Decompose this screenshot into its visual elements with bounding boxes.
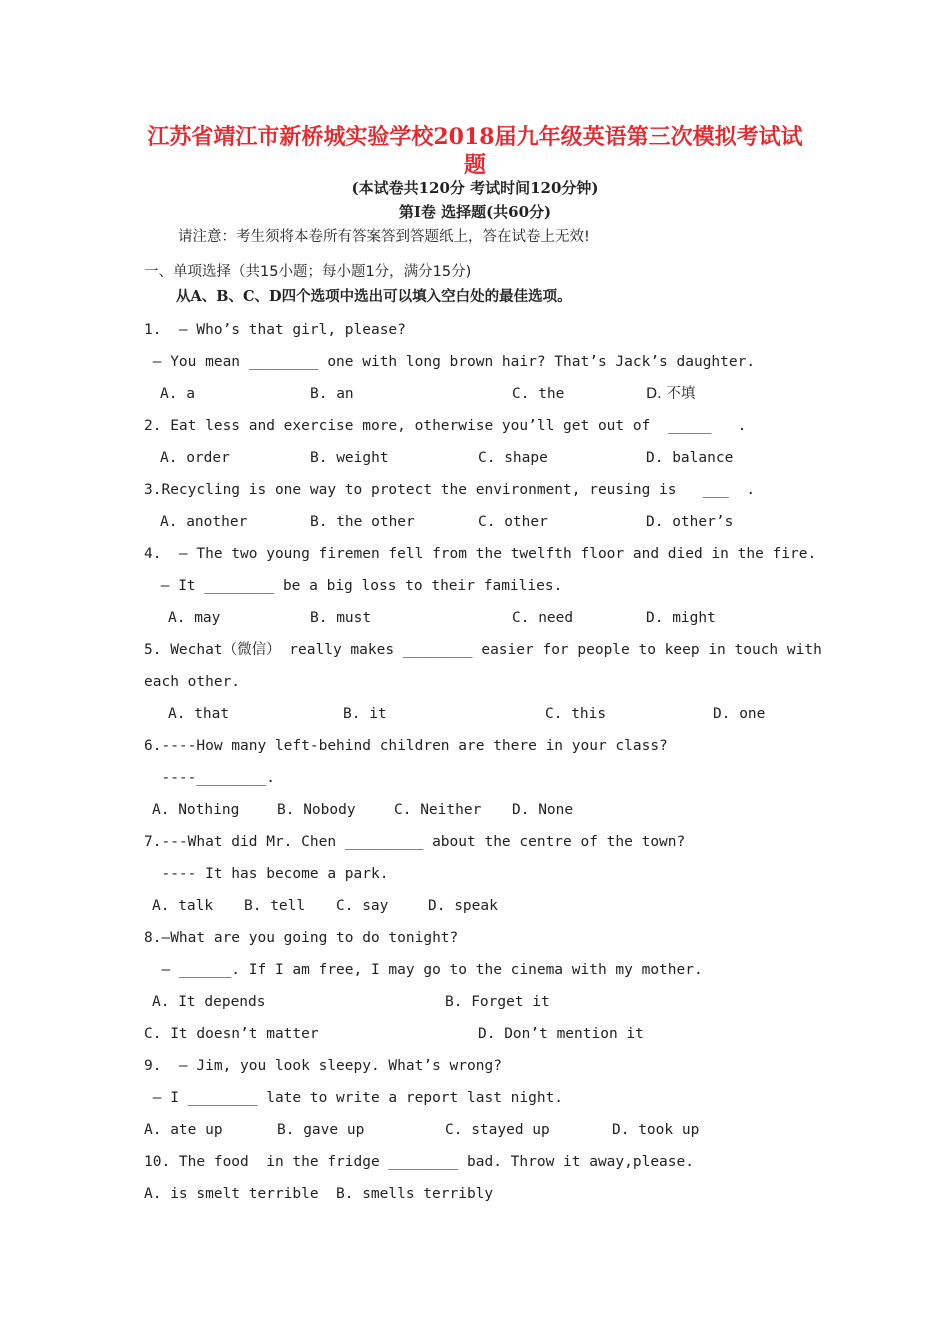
question-8-option-a: A. It depends — [152, 994, 266, 1010]
question-2-stem: 2. Eat less and exercise more, otherwise you’ll get out of _____ . — [144, 418, 747, 434]
question-4-option-a: A. may — [168, 610, 221, 626]
question-1-option-a: A. a — [160, 386, 195, 402]
question-6-response: ----________. — [144, 770, 275, 786]
question-2-option-c: C. shape — [478, 450, 548, 466]
question-9-option-b: B. gave up — [277, 1122, 365, 1138]
question-2-option-d: D. balance — [646, 450, 734, 466]
section-title: 第Ⅰ卷 选择题(共60分) — [398, 203, 552, 221]
question-4-option-d: D. might — [646, 610, 716, 626]
question-3-option-c: C. other — [478, 514, 548, 530]
question-1-option-c: C. the — [512, 386, 565, 402]
question-5-option-d: D. one — [713, 706, 766, 722]
question-9-option-d: D. took up — [612, 1122, 700, 1138]
question-7-option-a: A. talk — [152, 898, 214, 914]
question-10-stem: 10. The food in the fridge ________ bad. Throw it away,please. — [144, 1154, 694, 1170]
question-9-option-c: C. stayed up — [445, 1122, 550, 1138]
question-8-stem: 8.—What are you going to do tonight? — [144, 930, 459, 946]
question-7-option-d: D. speak — [428, 898, 498, 914]
question-10-option-a: A. is smelt terrible — [144, 1186, 319, 1202]
question-8-option-b: B. Forget it — [445, 994, 550, 1010]
question-10-option-b: B. smells terribly — [336, 1186, 494, 1202]
question-7-response: ---- It has become a park. — [144, 866, 389, 882]
question-1-response: – You mean ________ one with long brown hair? That’s Jack’s daughter. — [144, 354, 756, 370]
document-title-line1: 江苏省靖江市新桥城实验学校2018届九年级英语第三次模拟考试试 — [147, 124, 803, 150]
document-title-line2: 题 — [463, 152, 486, 178]
question-3-stem: 3.Recycling is one way to protect the environment, reusing is ___ . — [144, 482, 756, 498]
question-5-option-a: A. that — [168, 706, 230, 722]
question-8-response: — ______. If I am free, I may go to the cinema with my mother. — [144, 962, 703, 978]
question-6-option-a: A. Nothing — [152, 802, 240, 818]
question-2-option-a: A. order — [160, 450, 230, 466]
question-8-option-c: C. It doesn’t matter — [144, 1026, 319, 1042]
question-7-stem: 7.---What did Mr. Chen _________ about the centre of the town? — [144, 834, 686, 850]
question-7-option-b: B. tell — [244, 898, 306, 914]
question-1-stem: 1. – Who’s that girl, please? — [144, 322, 406, 338]
question-1-option-b: B. an — [310, 386, 354, 402]
question-4-stem: 4. – The two young firemen fell from the twelfth floor and died in the fire. — [144, 546, 817, 562]
question-5-option-b: B. it — [343, 706, 387, 722]
question-3-option-d: D. other’s — [646, 514, 734, 530]
question-4-option-b: B. must — [310, 610, 372, 626]
question-9-stem: 9. – Jim, you look sleepy. What’s wrong? — [144, 1058, 502, 1074]
question-1-option-d: D. 不填 — [646, 386, 696, 402]
question-6-option-d: D. None — [512, 802, 574, 818]
question-6-option-c: C. Neither — [394, 802, 482, 818]
question-4-response: – It ________ be a big loss to their families. — [152, 578, 563, 594]
question-5-stem-continued: each other. — [144, 674, 241, 690]
question-3-option-a: A. another — [160, 514, 248, 530]
question-7-option-c: C. say — [336, 898, 389, 914]
question-9-response: – I ________ late to write a report last night. — [144, 1090, 564, 1106]
part1-instruction: 从A、B、C、D四个选项中选出可以填入空白处的最佳选项。 — [176, 288, 572, 305]
question-5-stem: 5. Wechat（微信） really makes ________ easier for people to keep in touch with — [144, 642, 822, 658]
question-8-option-d: D. Don’t mention it — [478, 1026, 644, 1042]
question-3-option-b: B. the other — [310, 514, 415, 530]
question-6-stem: 6.----How many left-behind children are there in your class? — [144, 738, 668, 754]
exam-info: (本试卷共120分 考试时间120分钟) — [351, 179, 599, 197]
question-4-option-c: C. need — [512, 610, 574, 626]
notice-text: 请注意：考生须将本卷所有答案答到答题纸上，答在试卷上无效! — [178, 229, 590, 245]
part1-heading: 一、单项选择（共15小题；每小题1分，满分15分) — [144, 264, 472, 280]
question-5-option-c: C. this — [545, 706, 607, 722]
question-2-option-b: B. weight — [310, 450, 389, 466]
question-9-option-a: A. ate up — [144, 1122, 223, 1138]
question-6-option-b: B. Nobody — [277, 802, 356, 818]
